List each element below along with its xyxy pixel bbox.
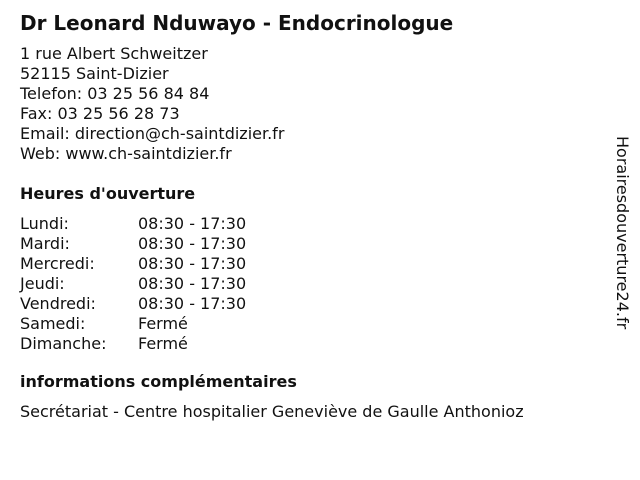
hours-row <box>20 314 246 334</box>
time-value: 08:30 - 17:30 <box>138 214 247 233</box>
hours-row <box>20 234 246 254</box>
street-address: 1 rue Albert Schweitzer <box>20 44 208 63</box>
practice-info-card <box>20 10 600 422</box>
time-value: 08:30 - 17:30 <box>138 294 247 313</box>
opening-hours-heading: Heures d'ouverture <box>20 184 196 203</box>
page-title: Dr Leonard Nduwayo - Endocrinologue <box>20 11 454 35</box>
fax-number: Fax: 03 25 56 28 73 <box>20 104 180 123</box>
phone-number: Telefon: 03 25 56 84 84 <box>20 84 210 103</box>
additional-info-text: Secrétariat - Centre hospitalier Geneviève de Gaulle Anthonioz <box>20 402 524 421</box>
email-address: Email: direction@ch-saintdizier.fr <box>20 124 285 143</box>
day-label: Vendredi: <box>20 294 96 313</box>
time-value: Fermé <box>138 314 188 333</box>
day-label: Lundi: <box>20 214 69 233</box>
hours-row <box>20 334 246 354</box>
day-label: Jeudi: <box>20 274 65 293</box>
day-label: Mardi: <box>20 234 70 253</box>
hours-row <box>20 294 246 314</box>
hours-row <box>20 214 246 234</box>
day-label: Dimanche: <box>20 334 107 353</box>
day-label: Mercredi: <box>20 254 95 273</box>
city-address: 52115 Saint-Dizier <box>20 64 169 83</box>
site-watermark: Horairesdouverture24.fr <box>613 136 632 330</box>
day-label: Samedi: <box>20 314 86 333</box>
time-value: Fermé <box>138 334 188 353</box>
hours-row <box>20 274 246 294</box>
time-value: 08:30 - 17:30 <box>138 274 247 293</box>
opening-hours-table <box>20 214 246 354</box>
website-address: Web: www.ch-saintdizier.fr <box>20 144 232 163</box>
additional-info-heading: informations complémentaires <box>20 372 297 391</box>
hours-row <box>20 254 246 274</box>
time-value: 08:30 - 17:30 <box>138 234 247 253</box>
time-value: 08:30 - 17:30 <box>138 254 247 273</box>
contact-block <box>20 44 600 164</box>
